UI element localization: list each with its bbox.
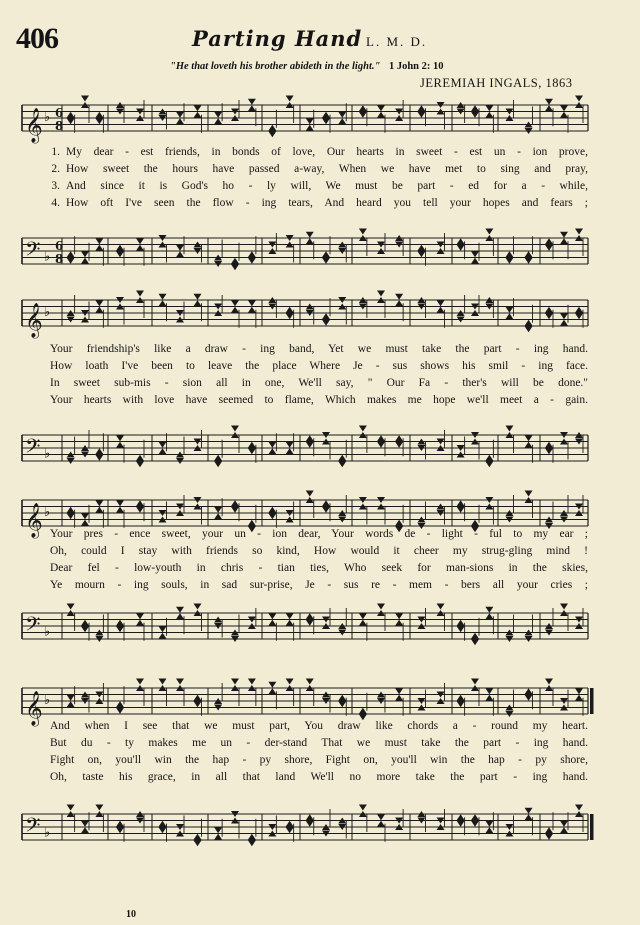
svg-text:𝄢: 𝄢 — [25, 237, 41, 266]
verse-line: 1. My dear - est friends, in bonds of love, Our hearts in sweet - est un - ion prove, — [51, 146, 588, 158]
svg-text:𝄢: 𝄢 — [25, 813, 41, 842]
svg-text:♭: ♭ — [44, 693, 51, 708]
verse-line: Your friendship's like a draw - ing band, Yet we must take the part - ing hand. — [50, 343, 588, 355]
svg-text:♭: ♭ — [44, 446, 51, 462]
epigraph — [170, 61, 444, 72]
svg-text:♭: ♭ — [44, 505, 51, 520]
hymn-title: Parting Hand — [192, 26, 363, 51]
svg-text:♭: ♭ — [44, 110, 51, 125]
bass-staff-3 — [0, 603, 640, 653]
svg-text:♭: ♭ — [44, 624, 51, 640]
verse-line: But du - ty makes me un - der-stand That we must take the part - ing hand. — [50, 737, 588, 749]
svg-text:𝄞: 𝄞 — [25, 303, 43, 338]
svg-text:𝄞: 𝄞 — [25, 503, 43, 538]
treble-staff-1 — [0, 95, 640, 145]
verse-line: Oh, could I stay with friends so kind, How would it cheer my strug-gling mind ! — [50, 545, 588, 557]
page-mark: 10 — [126, 909, 136, 920]
verse-line: Ye mourn - ing souls, in sad sur-prise, Je - sus re - mem - bers all your cries ; — [50, 579, 588, 591]
svg-text:8: 8 — [55, 252, 64, 266]
verse-line: 2. How sweet the hours have passed a-way, When we have met to sing and pray, — [51, 163, 588, 175]
verse-line: 3. And since it is God's ho - ly will, We must be part - ed for a - while, — [51, 180, 588, 192]
svg-text:𝄢: 𝄢 — [25, 434, 41, 463]
verse-line: In sweet sub-mis - sion all in one, We'll say, " Our Fa - ther's will be done." — [50, 377, 588, 389]
verse-line: Your pres - ence sweet, your un - ion dear, Your words de - light - ful to my ear ; — [50, 528, 588, 540]
epigraph-reference: 1 John 2: 10 — [388, 61, 444, 72]
epigraph-quote: "He that loveth his brother abideth in the light." — [170, 61, 381, 72]
composer-credit: JEREMIAH INGALS, 1863 — [420, 76, 573, 90]
bass-staff-2 — [0, 425, 640, 475]
verse-line: Dear fel - low-youth in chris - tian ties, Who seek for man-sions in the skies, — [50, 562, 588, 574]
svg-text:8: 8 — [55, 119, 64, 133]
verse-line: Oh, taste his grace, in all that land We'll no more take the part - ing hand. — [50, 771, 588, 783]
svg-text:𝄢: 𝄢 — [25, 612, 41, 641]
svg-text:♭: ♭ — [44, 305, 51, 320]
verse-line: Your hearts with love have seemed to flame, Which makes me hope we'll meet a - gain. — [50, 394, 588, 406]
bass-staff-1 — [0, 228, 640, 278]
bass-staff-4 — [0, 804, 640, 854]
hymn-number: 406 — [16, 22, 58, 55]
svg-text:♭: ♭ — [44, 249, 51, 265]
hymn-meter: L. M. D. — [366, 34, 428, 49]
svg-text:𝄞: 𝄞 — [25, 691, 43, 726]
svg-text:6: 6 — [55, 239, 64, 253]
svg-text:𝄞: 𝄞 — [25, 108, 43, 143]
svg-text:♭: ♭ — [44, 825, 51, 841]
treble-staff-2 — [0, 290, 640, 340]
verse-line: Fight on, you'll win the hap - py shore, Fight on, you'll win the hap - py shore, — [50, 754, 588, 766]
verse-line: 4. How oft I've seen the flow - ing tears, And heard you tell your hopes and fears ; — [51, 197, 588, 209]
svg-text:6: 6 — [55, 106, 64, 120]
verse-line: How loath I've been to leave the place Where Je - sus shows his smil - ing face. — [50, 360, 588, 372]
verse-line: And when I see that we must part, You draw like chords a - round my heart. — [50, 720, 588, 732]
